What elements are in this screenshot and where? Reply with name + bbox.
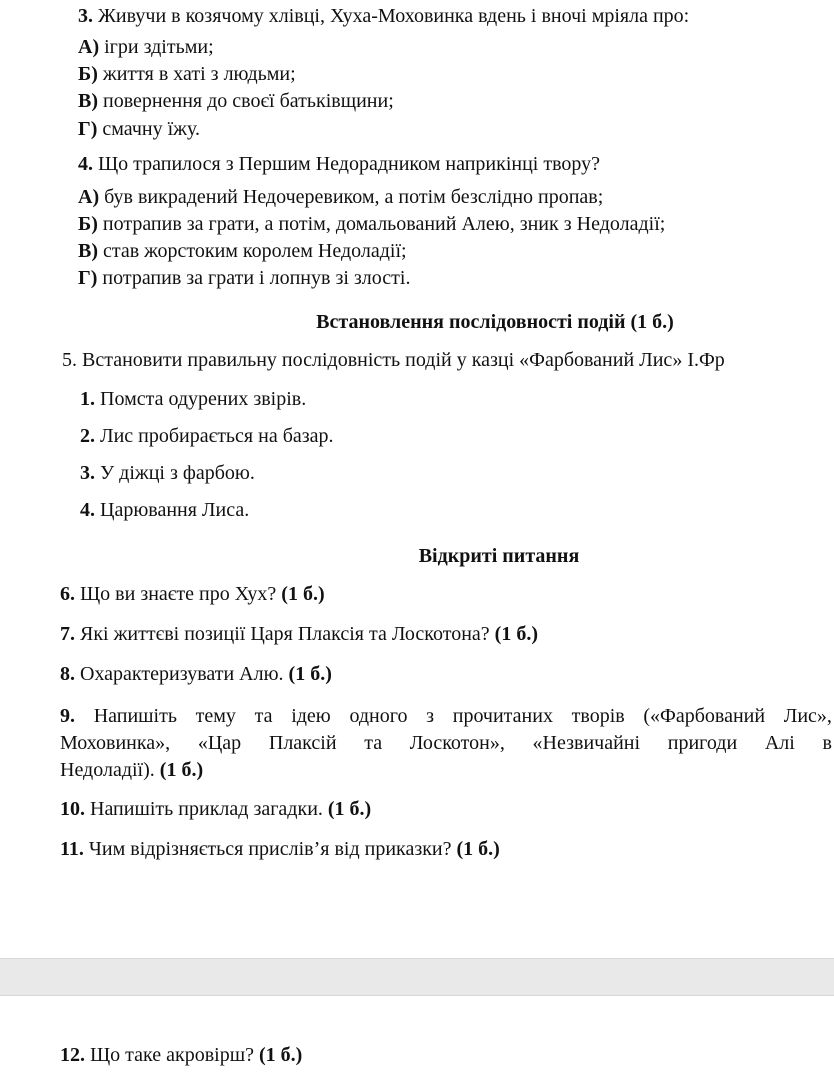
item-number: 2. xyxy=(80,425,95,447)
question-8 xyxy=(60,662,332,686)
question-number: 11. xyxy=(60,838,84,860)
question-7 xyxy=(60,622,538,646)
document-page-2 xyxy=(0,996,834,1083)
question-9-line-1 xyxy=(60,704,832,728)
word: пригоди xyxy=(667,732,738,754)
q4-option-a xyxy=(78,185,603,209)
option-text: смачну їжу. xyxy=(97,118,200,140)
option-label: В) xyxy=(78,90,98,112)
option-label: Б) xyxy=(78,63,98,85)
points: (1 б.) xyxy=(327,798,372,820)
word: одного xyxy=(349,705,408,727)
question-5 xyxy=(62,348,725,372)
word: Плаксій xyxy=(268,732,337,754)
q3-option-b xyxy=(78,62,296,86)
item-text: Помста одурених звірів. xyxy=(95,388,307,410)
option-label: В) xyxy=(78,240,98,262)
option-text: життя в хаті з людьми; xyxy=(97,63,296,85)
question-number: 12. xyxy=(60,1044,85,1066)
option-text: став жорстоким королем Недоладії; xyxy=(98,240,407,262)
option-text: повернення до своєї батьківщини; xyxy=(98,90,394,112)
sequence-item-4 xyxy=(80,498,249,522)
sequence-item-3 xyxy=(80,461,255,485)
word: «Цар xyxy=(197,732,242,754)
word: Алі xyxy=(764,732,795,754)
question-11 xyxy=(60,837,500,861)
question-9-line-2 xyxy=(60,731,832,755)
question-text: Недоладії). xyxy=(60,759,160,781)
word: ідею xyxy=(291,705,331,727)
question-number: 3. xyxy=(78,5,93,27)
option-text: ігри здітьми; xyxy=(99,36,214,58)
option-text: був викрадений Недочеревиком, а потім безслідно пропав; xyxy=(99,186,604,208)
option-label: А) xyxy=(78,186,100,208)
question-text: Що таке акровірш? xyxy=(85,1044,260,1066)
question-text: Охарактеризувати Алю. xyxy=(75,663,289,685)
question-number: 4. xyxy=(78,153,93,175)
page-separator xyxy=(0,958,834,996)
question-text: Що ви знаєте про Хух? xyxy=(75,583,282,605)
item-number: 3. xyxy=(80,462,95,484)
question-number: 10. xyxy=(60,798,85,820)
word: Моховинка», xyxy=(60,732,171,754)
question-number: 6. xyxy=(60,583,75,605)
item-number: 1. xyxy=(80,388,95,410)
points: (1 б.) xyxy=(281,583,325,605)
question-12 xyxy=(60,1043,302,1067)
option-label: Г) xyxy=(78,118,98,140)
section-heading-text: Відкриті питання xyxy=(418,545,580,567)
q3-option-c xyxy=(78,89,394,113)
item-text: Лис пробирається на базар. xyxy=(95,425,334,447)
section-heading-open xyxy=(0,544,834,568)
question-10 xyxy=(60,797,371,821)
question-6 xyxy=(60,582,325,606)
q3-option-d xyxy=(78,117,200,141)
item-text: Царювання Лиса. xyxy=(95,499,250,521)
word: з xyxy=(426,705,435,727)
question-text: Чим відрізняється прислів’я від приказки? xyxy=(83,838,457,860)
option-text: потрапив за грати, а потім, домальований Алею, зник з Недоладії; xyxy=(97,213,666,235)
word: та xyxy=(254,705,273,727)
question-text: 5. Встановити правильну послідовність подій у казці «Фарбований Лис» І.Фр xyxy=(62,349,725,371)
question-number: 9. xyxy=(60,705,75,727)
question-text: Напишіть приклад загадки. xyxy=(85,798,328,820)
word: в xyxy=(822,732,832,754)
question-3 xyxy=(78,4,689,28)
question-number: 7. xyxy=(60,623,75,645)
option-label: А) xyxy=(78,36,100,58)
section-heading-sequence xyxy=(0,310,834,334)
item-text: У діжці з фарбою. xyxy=(95,462,255,484)
question-number: 8. xyxy=(60,663,75,685)
word: Напишіть xyxy=(93,705,177,727)
points: (1 б.) xyxy=(259,1044,303,1066)
sequence-item-2 xyxy=(80,424,334,448)
question-text: Що трапилося з Першим Недорадником наприкінці твору? xyxy=(93,153,601,175)
item-number: 4. xyxy=(80,499,95,521)
question-text: Живучи в козячому хлівці, Хуха-Моховинка вдень і вночі мріяла про: xyxy=(93,5,690,27)
q4-option-d xyxy=(78,266,410,290)
word: («Фарбований xyxy=(643,705,766,727)
option-label: Г) xyxy=(78,267,98,289)
question-9-line-3 xyxy=(60,758,203,782)
word: та xyxy=(364,732,383,754)
q4-option-c xyxy=(78,239,407,263)
word: творів xyxy=(571,705,625,727)
question-4 xyxy=(78,152,600,176)
points: (1 б.) xyxy=(494,623,538,645)
points: (1 б.) xyxy=(288,663,332,685)
word: Лоскотон», xyxy=(409,732,505,754)
word: тему xyxy=(195,705,236,727)
word: «Незвичайні xyxy=(532,732,641,754)
word: Лис», xyxy=(783,705,832,727)
sequence-item-1 xyxy=(80,387,306,411)
word: прочитаних xyxy=(452,705,553,727)
points: (1 б.) xyxy=(456,838,500,860)
points: (1 б.) xyxy=(159,759,204,781)
q4-option-b xyxy=(78,212,665,236)
section-heading-text: Встановлення послідовності подій (1 б.) xyxy=(316,311,674,333)
q3-option-a xyxy=(78,35,214,59)
option-text: потрапив за грати і лопнув зі злості. xyxy=(97,267,411,289)
question-text: Які життєві позиції Царя Плаксія та Лоскотона? xyxy=(75,623,495,645)
option-label: Б) xyxy=(78,213,98,235)
